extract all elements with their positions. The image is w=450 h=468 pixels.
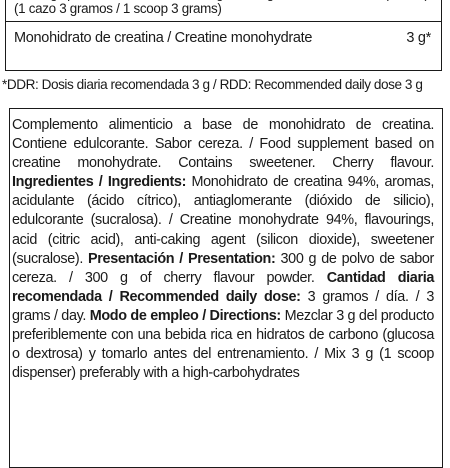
nutrition-table <box>5 0 442 71</box>
daily-dose-text: 3 gramos / día. / 3 grams / day. <box>12 288 434 324</box>
ingredients-text: Monohidrato de creatina 94%, aromas, acidulante (ácido cítrico), antiaglomerante (dióxido de silicio), edulcorante (sucralosa). / Creatine monohydrate 94%, flavourings, acid (citric acid), anti-caking agent (silicon dioxide), sweetener (sucralose). <box>12 174 435 267</box>
description-text <box>12 116 434 383</box>
table-row <box>14 29 433 47</box>
ingredients-heading: Ingredientes / Ingredients: <box>12 174 187 191</box>
ingredient-name: Monohidrato de creatina / Creatine monohydrate <box>14 30 313 46</box>
directions-heading: Modo de empleo / Directions: <box>89 307 281 324</box>
presentation-heading: Presentación / Presentation: <box>88 250 276 267</box>
per-serving-column-header <box>384 0 429 2</box>
intro-text: Complemento alimenticio a base de monohidrato de creatina. Contiene edulcorante. Sabor cereza. / Food supplement based on creatine monohydrate. Contains sweetener. Cherry flavour. <box>12 117 434 172</box>
ingredient-amount: 3 g* <box>406 30 431 46</box>
directions-text: Mezclar 3 g del producto preferiblemente con una bebida rica en hidratos de carbono (glucosa o dextrosa) y tomarlo antes del entrenamiento. / Mix 3 g (1 scoop dispenser) preferably with a high-carbohydrates <box>12 307 434 382</box>
daily-dose-heading: Cantidad diaria recomendada / Recommended daily dose: <box>12 269 435 305</box>
presentation-text: 300 g de polvo de sabor cereza. / 300 g of cherry flavour powder. <box>12 250 434 286</box>
serving-size: (1 cazo 3 gramos / 1 scoop 3 grams) <box>14 1 222 16</box>
ddr-note: *DDR: Dosis diaria recomendada 3 g / RDD: Recommended daily dose 3 g <box>2 77 423 92</box>
table-divider <box>6 21 441 22</box>
